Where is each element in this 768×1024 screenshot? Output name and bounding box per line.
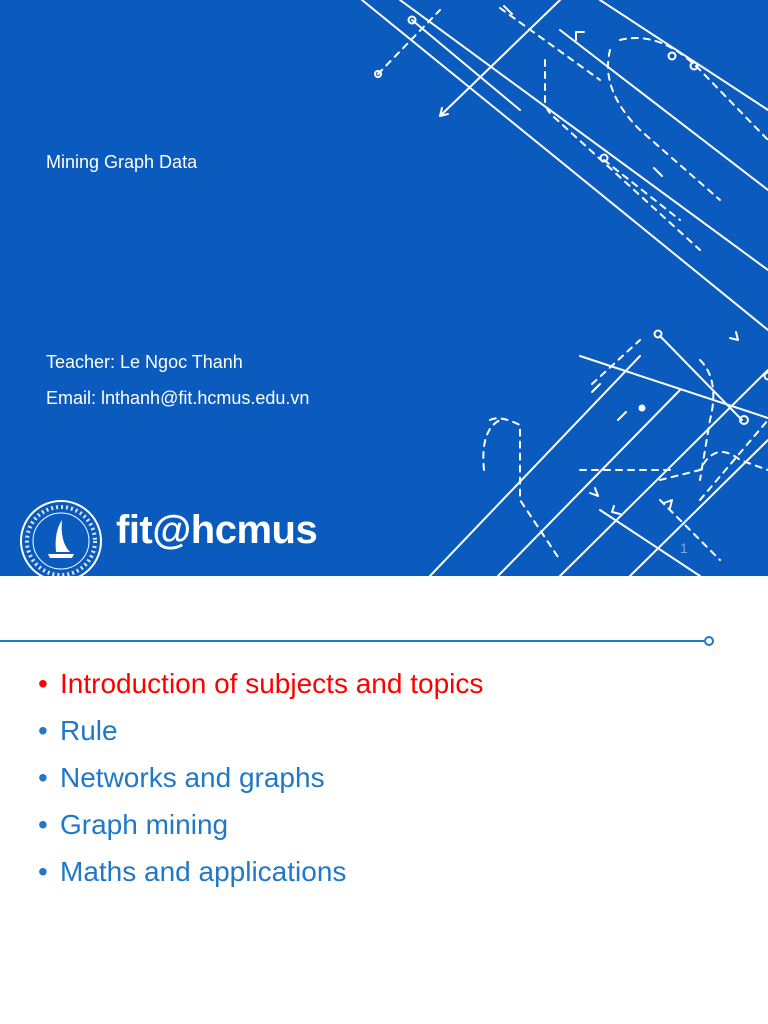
teacher-email: Email: lnthanh@fit.hcmus.edu.vn <box>46 388 310 408</box>
brand-logo-text: fit@hcmus <box>116 508 318 552</box>
subject-title: Mining Graph Data <box>46 152 198 172</box>
agenda-item-label: Networks and graphs <box>60 762 325 793</box>
agenda-item-label: Rule <box>60 715 118 746</box>
agenda-item <box>38 801 483 848</box>
header-divider-line <box>0 576 768 656</box>
agenda-slide <box>0 576 768 1024</box>
bullet-icon: • <box>38 809 48 840</box>
bullet-icon: • <box>38 668 48 699</box>
agenda-item <box>38 848 483 895</box>
university-seal-logo <box>18 498 104 576</box>
bullet-icon: • <box>38 762 48 793</box>
teacher-name: Teacher: Le Ngoc Thanh <box>46 352 243 372</box>
agenda-item <box>38 660 483 707</box>
agenda-list <box>38 660 483 895</box>
agenda-item-label: Graph mining <box>60 809 229 840</box>
agenda-item-label: Maths and applications <box>60 856 347 887</box>
slide-number: 1 <box>680 540 688 556</box>
agenda-item <box>38 707 483 754</box>
agenda-item <box>38 754 483 801</box>
agenda-item-label: Introduction of subjects and topics <box>60 668 484 699</box>
bullet-icon: • <box>38 715 48 746</box>
bullet-icon: • <box>38 856 48 887</box>
